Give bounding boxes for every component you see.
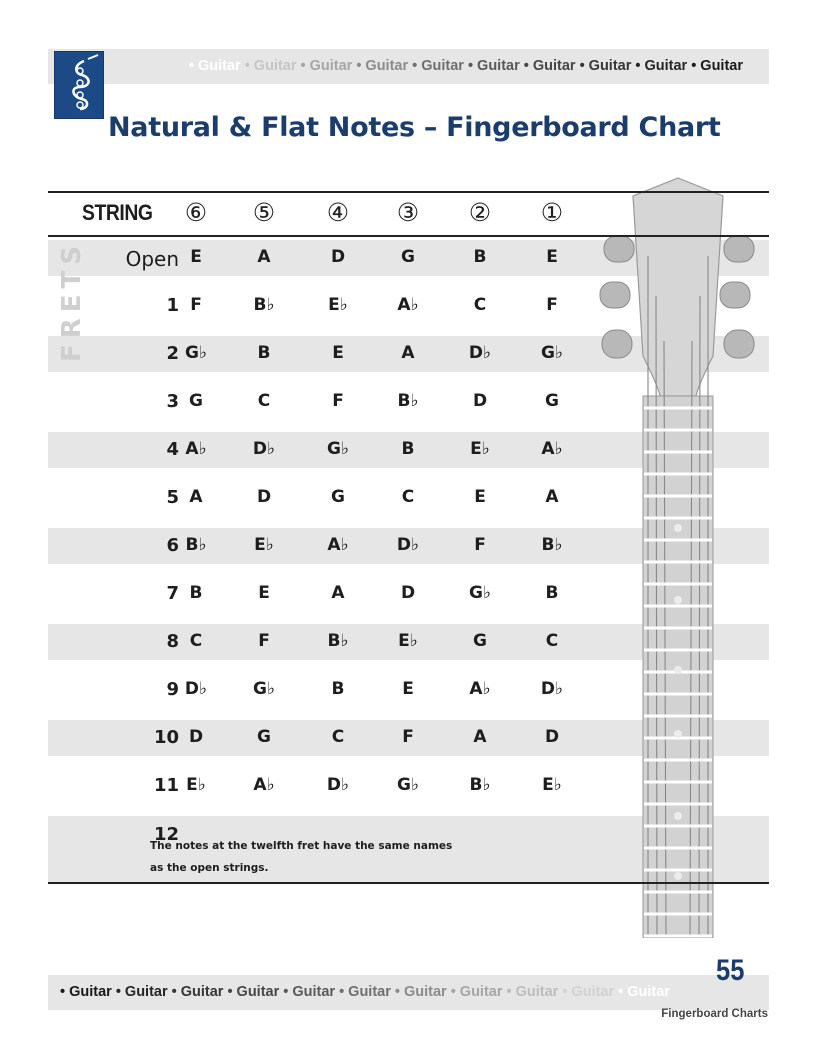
note-cell: C — [189, 631, 203, 651]
fret-label: 12 — [153, 824, 179, 845]
header-word: • Guitar — [300, 58, 353, 74]
note-cell: G♭ — [541, 343, 563, 363]
note-cell: E — [332, 343, 344, 363]
note-cell: D♭ — [396, 535, 420, 555]
note-cell: D♭ — [252, 439, 276, 459]
note-cell: A♭ — [397, 295, 419, 315]
footer-word: • Guitar — [115, 984, 168, 1000]
note-cell: D♭ — [540, 679, 564, 699]
footer-word: • Guitar — [227, 984, 280, 1000]
note-cell: B — [257, 343, 271, 363]
note-cell: A — [545, 487, 559, 507]
note-cell: B — [189, 583, 203, 603]
string-number-6: ⑥ — [184, 198, 208, 227]
string-number-5: ⑤ — [252, 198, 276, 227]
note-cell: G — [545, 391, 559, 411]
header-word: • Guitar — [188, 58, 241, 74]
note-cell: D — [330, 247, 346, 267]
note-cell: A♭ — [469, 679, 491, 699]
note-cell: G♭ — [185, 343, 207, 363]
header-word: • Guitar — [467, 58, 520, 74]
note-cell: E — [190, 247, 202, 267]
fret-label: Open — [125, 247, 179, 271]
note-cell: D♭ — [184, 679, 208, 699]
note-cell: D♭ — [468, 343, 492, 363]
note-cell: C — [545, 631, 559, 651]
fret-label: 8 — [166, 631, 179, 652]
page-number: 55 — [715, 954, 744, 987]
note-cell: D — [188, 727, 204, 747]
note-cell: G — [473, 631, 487, 651]
note-cell: F — [332, 391, 344, 411]
header-band — [48, 49, 769, 84]
note-cell: G — [189, 391, 203, 411]
note-cell: E — [546, 247, 558, 267]
note-cell: G — [257, 727, 271, 747]
note-cell: F — [474, 535, 486, 555]
note-cell: D — [256, 487, 272, 507]
note-cell: A — [257, 247, 271, 267]
note-cell: D — [472, 391, 488, 411]
note-cell: E♭ — [186, 775, 206, 795]
footer-band-words — [60, 975, 674, 1010]
fret-label: 5 — [166, 487, 179, 508]
note-cell: C — [401, 487, 415, 507]
note-cell: G♭ — [397, 775, 419, 795]
note-cell: A — [331, 583, 345, 603]
string-number-4: ④ — [326, 198, 350, 227]
fret-label: 11 — [153, 775, 179, 796]
fret-label: 9 — [166, 679, 179, 700]
note-cell: B♭ — [185, 535, 207, 555]
note-cell: B♭ — [541, 535, 563, 555]
header-word: • Guitar — [356, 58, 409, 74]
note-cell: A♭ — [253, 775, 275, 795]
note-cell: E — [258, 583, 270, 603]
guitar-neck-illustration — [598, 176, 758, 938]
frets-side-label: FRETS — [57, 240, 87, 363]
header-word: • Guitar — [523, 58, 576, 74]
note-cell: F — [402, 727, 414, 747]
note-cell: G♭ — [469, 583, 491, 603]
note-cell: F — [546, 295, 558, 315]
footer-word: • Guitar — [450, 984, 503, 1000]
footer-word: • Guitar — [339, 984, 391, 1000]
header-band-words — [185, 49, 743, 84]
note-cell: A♭ — [541, 439, 563, 459]
note-cell: F — [190, 295, 202, 315]
header-word: • Guitar — [244, 58, 297, 74]
table-bottom-rule — [48, 882, 769, 884]
footer-word: • Guitar — [283, 984, 336, 1000]
note-cell: E — [474, 487, 486, 507]
treble-clef-icon — [54, 51, 104, 119]
note-cell: E♭ — [542, 775, 562, 795]
note-cell: C — [331, 727, 345, 747]
section-label: Fingerboard Charts — [661, 1008, 768, 1020]
header-word: • Guitar — [691, 58, 743, 74]
footer-word: • Guitar — [171, 984, 224, 1000]
note-cell: B — [331, 679, 345, 699]
header-word: • Guitar — [635, 58, 688, 74]
string-header-label: STRING — [82, 200, 153, 225]
string-number-1: ① — [540, 198, 564, 227]
note-cell: G♭ — [327, 439, 349, 459]
note-cell: D — [544, 727, 560, 747]
note-cell: B — [545, 583, 559, 603]
book-logo — [54, 51, 104, 119]
fret-label: 6 — [166, 535, 179, 556]
twelfth-fret-note — [150, 835, 480, 879]
note-cell: D♭ — [326, 775, 350, 795]
note-cell: A — [473, 727, 487, 747]
note-cell: G — [401, 247, 415, 267]
note-cell: G♭ — [253, 679, 275, 699]
note-cell: A — [401, 343, 415, 363]
note-cell: D — [400, 583, 416, 603]
string-number-3: ③ — [396, 198, 420, 227]
note-cell: C — [257, 391, 271, 411]
note-cell: B♭ — [469, 775, 491, 795]
note-cell: B♭ — [327, 631, 349, 651]
fret-label: 7 — [166, 583, 179, 604]
fret-label: 4 — [166, 439, 179, 460]
note-cell: E♭ — [328, 295, 348, 315]
note-cell: G — [331, 487, 345, 507]
note-cell: E♭ — [470, 439, 490, 459]
note-cell: B — [473, 247, 487, 267]
header-word: • Guitar — [412, 58, 464, 74]
fret-label: 1 — [166, 295, 179, 316]
note-cell: B♭ — [397, 391, 419, 411]
page-title: Natural & Flat Notes – Fingerboard Chart — [108, 112, 721, 143]
note-cell: F — [258, 631, 270, 651]
footer-word: • Guitar — [506, 984, 559, 1000]
footnote-line-2: as the open strings. — [150, 862, 269, 874]
string-number-2: ② — [468, 198, 492, 227]
note-cell: A — [189, 487, 203, 507]
note-cell: E♭ — [254, 535, 274, 555]
note-cell: E — [402, 679, 414, 699]
footer-word: • Guitar — [618, 984, 670, 1000]
footer-word: • Guitar — [394, 984, 447, 1000]
footer-word: • Guitar — [562, 984, 615, 1000]
note-cell: A♭ — [185, 439, 207, 459]
footer-band — [48, 975, 769, 1010]
fret-label: 10 — [153, 727, 179, 748]
note-cell: A♭ — [327, 535, 349, 555]
header-bottom-rule — [48, 235, 769, 237]
footnote-line-1: The notes at the twelfth fret have the same names — [150, 840, 453, 852]
fret-label: 3 — [166, 391, 179, 412]
note-cell: E♭ — [398, 631, 418, 651]
header-word: • Guitar — [579, 58, 632, 74]
note-cell: C — [473, 295, 487, 315]
note-cell: B♭ — [253, 295, 275, 315]
fret-label: 2 — [166, 343, 179, 364]
footer-word: • Guitar — [60, 984, 112, 1000]
note-cell: B — [401, 439, 415, 459]
